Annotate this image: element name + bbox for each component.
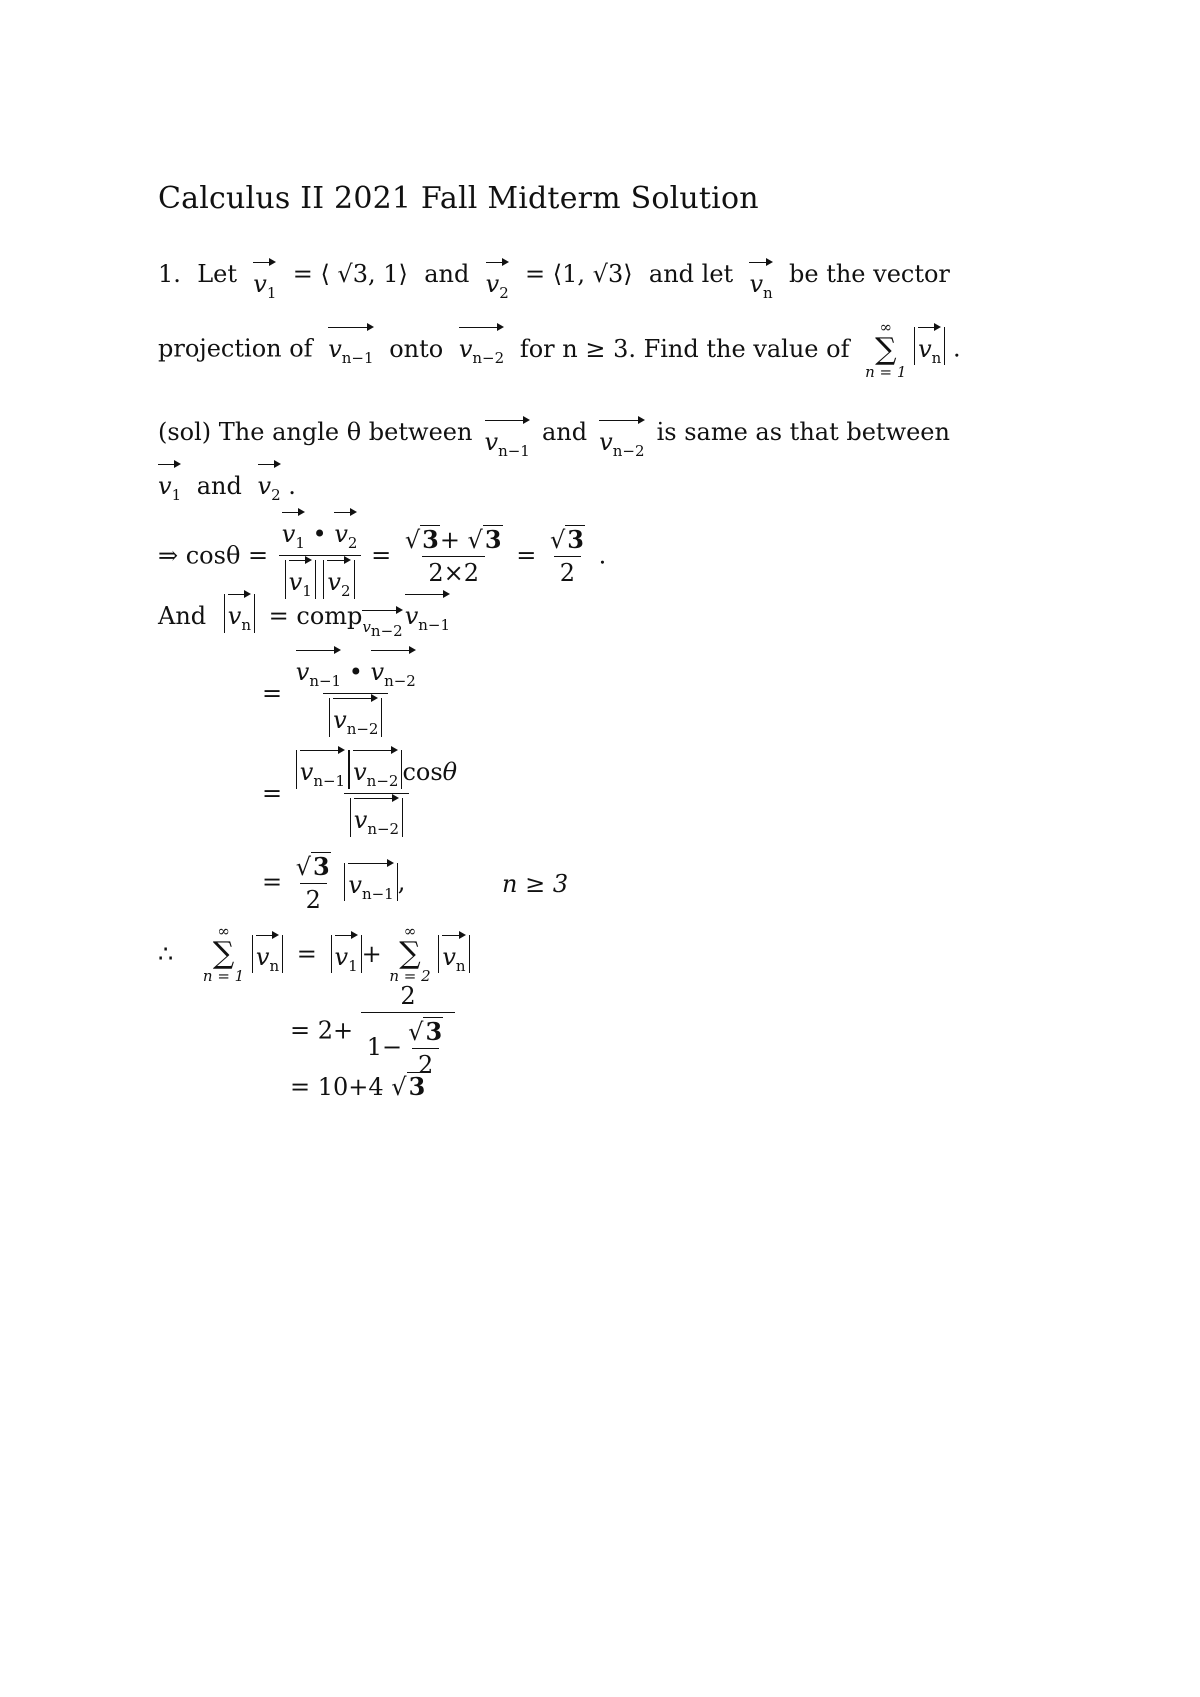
cos-fraction-1: $\frac{v_1 • v_2}{v_1 v_2}$ — [276, 512, 364, 599]
problem-line-2: projection of $v_{n-1}$ onto $v_{n-2}$ for n ≥ 3. Find the value of ∞ ∑ n = 1 $v_n$ . — [158, 318, 961, 381]
sol-vn-1: $v_{n-1}$ — [485, 420, 530, 459]
let-word: Let — [197, 260, 237, 288]
sum-line: ∴ ∞ ∑ n = 1 $v_n = v_1$ + ∞ ∑ n = 2 $v_n$ — [158, 924, 470, 984]
sol-label: (sol) The angle θ between — [158, 418, 473, 446]
page-title: Calculus II 2021 Fall Midterm Solution — [158, 181, 759, 216]
sum-symbol: ∞ ∑ n = 1 — [865, 318, 907, 381]
cos-theta-line: ⇒ cosθ = $\frac{v_1 • v_2}{v_1 v_2}$ = $\frac{√3+ √3}{2\times 2}$ = $\frac{√3}{2}$ . — [158, 512, 606, 599]
sol-vn-2: $v_{n-2}$ — [599, 420, 644, 459]
vector-vn-2: $v_{n-2}$ — [459, 335, 504, 363]
projection-of: projection of — [158, 334, 313, 363]
solution-line-1 — [158, 420, 950, 459]
problem-line-1 — [158, 262, 950, 301]
final-result: = 10+4 √3 — [290, 1072, 426, 1101]
comp-step-3: = $\frac{√3}{2}$ $v_{n-1}$ , — [262, 852, 406, 914]
condition-n: n ≥ 3 — [502, 870, 569, 898]
cos-lhs: ⇒ cosθ = — [158, 541, 269, 570]
vector-v1: $v_1$ — [253, 262, 276, 301]
cos-fraction-3: $\frac{√3}{2}$ — [549, 525, 584, 588]
v1-value: = ⟨ √3, 1⟩ — [292, 260, 408, 288]
norm-vn: $v_n$ — [914, 327, 945, 366]
vector-vn: $v_n$ — [749, 262, 772, 301]
vector-v2: $v_2$ — [486, 262, 509, 301]
and-word: And — [158, 602, 207, 630]
onto-word: onto — [389, 334, 444, 363]
comp-text: = comp — [268, 602, 363, 630]
comp-step-2: = $\frac{v_{n-1} v_{n-2} \cos\theta}{v_{n-2}}$ — [262, 750, 463, 837]
solution-line-2: $v_1$ and $v_2$ . — [158, 464, 296, 503]
cos-fraction-2: $\frac{√3+ √3}{2\times 2}$ — [404, 525, 502, 588]
and-let-words: and let — [648, 260, 734, 288]
sum-step-1: = 2+ 2 1− $\frac{√3}{2}$ — [290, 984, 455, 1077]
sol-and: and — [541, 418, 588, 446]
and-comp-line: And $v_n$ = $comp_{v_{n-2}}v_{n-1}$ — [158, 594, 450, 633]
vector-vn-1: $v_{n-1}$ — [328, 335, 373, 363]
sol-and-2: and — [196, 472, 242, 500]
and-word: and — [424, 260, 470, 288]
problem-number: 1. — [158, 260, 181, 288]
therefore-symbol: ∴ — [158, 940, 174, 968]
be-the-vector: be the vector — [789, 260, 950, 288]
comp-step-1: = $\frac{v_{n-1} • v_{n-2}}{v_{n-2}}$ — [262, 650, 422, 737]
for-n-text: for n ≥ 3. Find the value of — [519, 334, 850, 363]
v2-value: = ⟨1, √3⟩ — [525, 260, 633, 288]
sol-same-as: is same as that between — [656, 418, 950, 446]
